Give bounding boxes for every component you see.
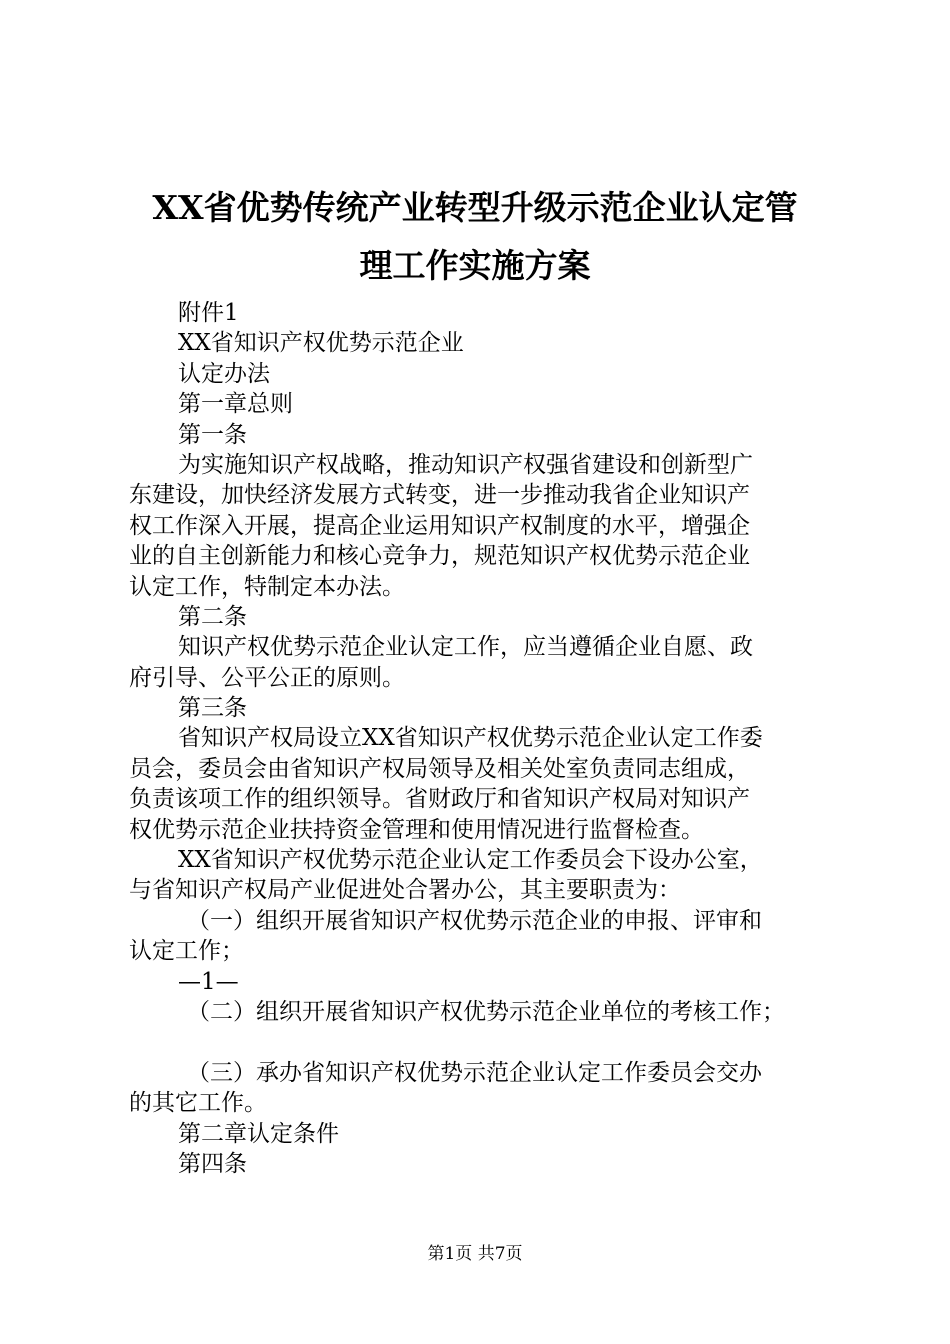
paragraph-line: 员会，委员会由省知识产权局领导及相关处室负责同志组成，: [129, 755, 750, 782]
chapter-heading: 第一章总则: [178, 391, 293, 418]
article-heading: 第四条: [178, 1150, 247, 1177]
paragraph-line: 府引导、公平公正的原则。: [129, 664, 405, 691]
list-item-line: 的其它工作。: [129, 1090, 267, 1117]
document-body: [129, 298, 834, 1179]
paragraph-line: 知识产权优势示范企业认定工作，应当遵循企业自愿、政: [178, 634, 753, 661]
paragraph-line: 省知识产权局设立XX省知识产权优势示范企业认定工作委: [178, 725, 763, 752]
paragraph-line: 权工作深入开展，提高企业运用知识产权制度的水平，增强企: [129, 512, 750, 539]
paragraph-line: 权优势示范企业扶持资金管理和使用情况进行监督检查。: [129, 816, 704, 843]
list-item-line: （三）承办省知识产权优势示范企业认定工作委员会交办: [187, 1059, 762, 1086]
attachment-label: 附件1: [178, 300, 239, 326]
article-heading: 第一条: [178, 421, 247, 448]
section-heading: XX省知识产权优势示范企业: [178, 330, 464, 357]
blank-line: [129, 1027, 834, 1057]
document-title-line-2: 理工作实施方案: [359, 246, 591, 285]
page-footer: 第1页 共7页: [427, 1244, 523, 1264]
paragraph-line: 与省知识产权局产业促进处合署办公，其主要职责为：: [129, 877, 681, 904]
paragraph-line: 认定工作，特制定本办法。: [129, 573, 405, 600]
paragraph-line: 为实施知识产权战略，推动知识产权强省建设和创新型广: [178, 451, 753, 478]
list-item-line: 认定工作；: [129, 938, 244, 965]
chapter-heading: 第二章认定条件: [178, 1120, 339, 1147]
paragraph-line: XX省知识产权优势示范企业认定工作委员会下设办公室，: [178, 847, 763, 874]
inline-page-marker: —1—: [178, 968, 239, 995]
list-item-line: （一）组织开展省知识产权优势示范企业的申报、评审和: [187, 907, 762, 934]
paragraph-line: 负责该项工作的组织领导。省财政厅和省知识产权局对知识产: [129, 786, 750, 813]
list-item-line: （二）组织开展省知识产权优势示范企业单位的考核工作；: [187, 998, 785, 1025]
paragraph-line: 业的自主创新能力和核心竞争力，规范知识产权优势示范企业: [129, 543, 750, 570]
document-title-line-1: XX省优势传统产业转型升级示范企业认定管: [152, 188, 798, 227]
paragraph-line: 东建设，加快经济发展方式转变，进一步推动我省企业知识产: [129, 482, 750, 509]
article-heading: 第三条: [178, 695, 247, 722]
section-heading: 认定办法: [178, 360, 270, 387]
article-heading: 第二条: [178, 603, 247, 630]
